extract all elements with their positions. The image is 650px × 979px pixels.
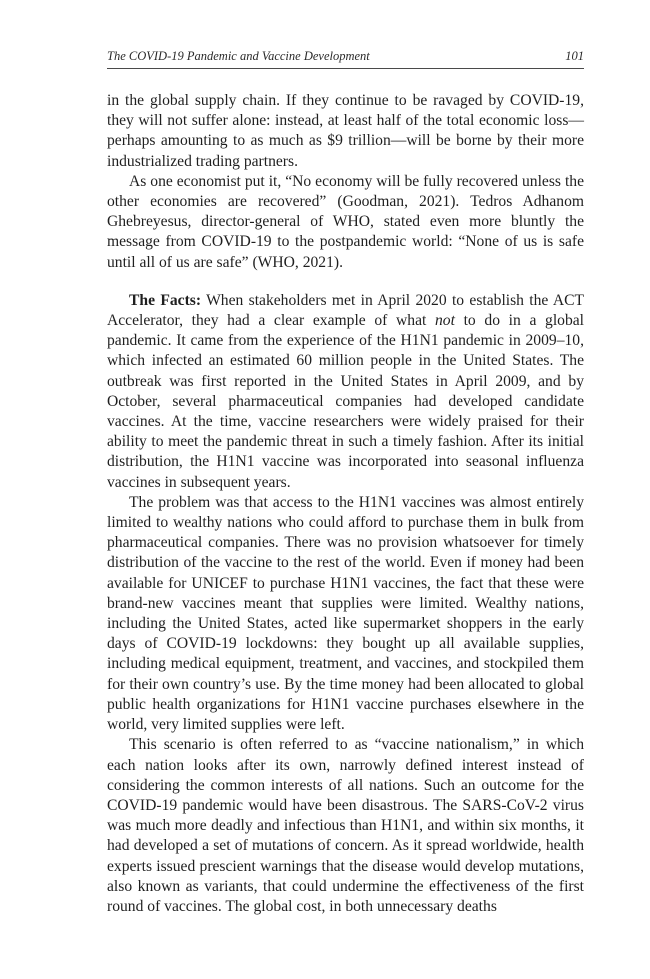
book-page bbox=[107, 49, 584, 917]
emphasis-word: not bbox=[435, 312, 455, 330]
body-text bbox=[107, 91, 584, 917]
paragraph-continued: in the global supply chain. If they continue to be ravaged by COVID-19, they will not suffer alone: instead, at least half of the total economic loss—perhaps amounting to as much as $9 trillion—will be borne by their more industrialized trading partners. bbox=[107, 92, 584, 170]
paragraph-text: to do in a global pandemic. It came from the experience of the H1N1 pandemic in 2009–10, which infected an estimated 60 million people in the United States. The outbreak was first reported in the United States in April 2009, and by October, several pharmaceutical companies had developed candidate vaccines. At the time, vaccine researchers were widely praised for their ability to meet the pandemic threat in such a timely fashion. After its initial distribution, the H1N1 vaccine was incorporated into seasonal influenza vaccines in subsequent years. bbox=[107, 312, 585, 491]
paragraph-the-facts bbox=[107, 291, 584, 493]
running-header bbox=[107, 49, 584, 69]
paragraph-text: When stakeholders met in April 2020 to establish the ACT Accelerator, they had a clear example of what bbox=[107, 291, 585, 330]
page-number: 101 bbox=[565, 49, 584, 63]
paragraph-h1n1-problem: The problem was that access to the H1N1 vaccines was almost entirely limited to wealthy nations who could afford to purchase them in bulk from pharmaceutical companies. There was no provision whatsoever for timely distribution of the vaccine to the rest of the world. Even if money had been available for UNICEF to purchase H1N1 vaccines, the fact that these were brand-new vaccines meant that supplies were limited. Wealthy nations, including the United States, acted like supermarket shoppers in the early days of COVID-19 lockdowns: they bought up all available supplies, including medical equipment, treatment, and vaccines, and stockpiled them for their own country’s use. By the time money had been allocated to global public health organizations for H1N1 vaccine purchases elsewhere in the world, very limited supplies were left. bbox=[107, 493, 584, 734]
running-title: The COVID-19 Pandemic and Vaccine Development bbox=[107, 49, 370, 63]
paragraph-economist-quote: As one economist put it, “No economy will be fully recovered unless the other economies are recovered” (Goodman, 2021). Tedros Adhanom Ghebreyesus, director-general of WHO, stated even more bluntly the message from COVID-19 to the postpandemic world: “None of us is safe until all of us are safe” (WHO, 2021). bbox=[107, 172, 584, 271]
section-lead-label: The Facts: bbox=[129, 291, 202, 309]
paragraph-vaccine-nationalism: This scenario is often referred to as “vaccine nationalism,” in which each nation looks after its own, narrowly defined interest instead of considering the common interests of all nations. Such an outcome for the COVID-19 pandemic would have been disastrous. The SARS-CoV-2 virus was much more deadly and infectious than H1N1, and within six months, it had developed a set of mutations of concern. As it spread worldwide, health experts issued prescient warnings that the disease would develop mutations, also known as variants, that could undermine the effectiveness of the first round of vaccines. The global cost, in both unnecessary deaths bbox=[107, 736, 584, 915]
